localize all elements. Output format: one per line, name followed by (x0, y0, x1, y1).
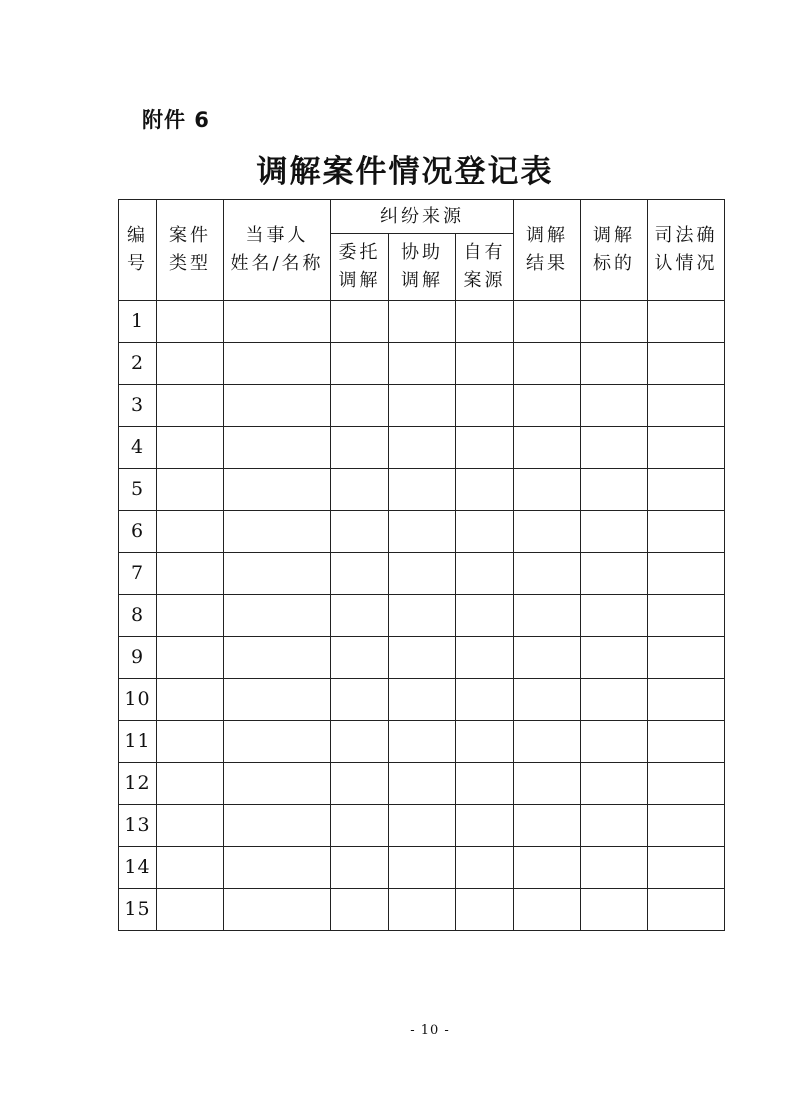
empty-cell (157, 553, 224, 595)
table-row (119, 763, 725, 805)
empty-cell (224, 469, 331, 511)
empty-cell (224, 637, 331, 679)
row-number: 14 (119, 847, 157, 889)
empty-cell (514, 301, 581, 343)
row-number: 1 (119, 301, 157, 343)
empty-cell (648, 763, 725, 805)
empty-cell (389, 679, 456, 721)
empty-cell (224, 595, 331, 637)
empty-cell (648, 427, 725, 469)
table-row (119, 469, 725, 511)
empty-cell (456, 385, 514, 427)
row-number: 8 (119, 595, 157, 637)
empty-cell (581, 595, 648, 637)
row-number: 5 (119, 469, 157, 511)
empty-cell (456, 469, 514, 511)
header-entrusted-mediation: 委托 调解 (331, 234, 389, 301)
empty-cell (224, 679, 331, 721)
table-row (119, 805, 725, 847)
empty-cell (581, 763, 648, 805)
empty-cell (648, 679, 725, 721)
empty-cell (456, 301, 514, 343)
empty-cell (514, 763, 581, 805)
empty-cell (581, 889, 648, 931)
row-number: 9 (119, 637, 157, 679)
empty-cell (389, 469, 456, 511)
row-number: 6 (119, 511, 157, 553)
empty-cell (389, 721, 456, 763)
row-number: 2 (119, 343, 157, 385)
empty-cell (157, 385, 224, 427)
header-mediation-subject: 调解 标的 (581, 200, 648, 301)
header-party-name: 当事人 姓名/名称 (224, 200, 331, 301)
empty-cell (456, 595, 514, 637)
empty-cell (514, 469, 581, 511)
row-number: 4 (119, 427, 157, 469)
table-row (119, 301, 725, 343)
empty-cell (648, 553, 725, 595)
empty-cell (581, 721, 648, 763)
empty-cell (157, 343, 224, 385)
table-body (119, 301, 725, 931)
empty-cell (456, 721, 514, 763)
empty-cell (581, 679, 648, 721)
header-mediation-result: 调解 结果 (514, 200, 581, 301)
header-judicial-confirmation: 司法确 认情况 (648, 200, 725, 301)
row-number: 11 (119, 721, 157, 763)
empty-cell (224, 889, 331, 931)
empty-cell (456, 637, 514, 679)
empty-cell (514, 637, 581, 679)
empty-cell (331, 679, 389, 721)
empty-cell (648, 805, 725, 847)
empty-cell (224, 847, 331, 889)
empty-cell (389, 511, 456, 553)
empty-cell (331, 511, 389, 553)
empty-cell (157, 721, 224, 763)
empty-cell (157, 637, 224, 679)
empty-cell (648, 469, 725, 511)
empty-cell (514, 805, 581, 847)
empty-cell (456, 343, 514, 385)
empty-cell (648, 595, 725, 637)
empty-cell (581, 427, 648, 469)
empty-cell (224, 427, 331, 469)
empty-cell (331, 427, 389, 469)
table-row (119, 385, 725, 427)
empty-cell (648, 343, 725, 385)
empty-cell (514, 427, 581, 469)
empty-cell (224, 805, 331, 847)
empty-cell (581, 805, 648, 847)
empty-cell (331, 301, 389, 343)
empty-cell (581, 301, 648, 343)
row-number: 10 (119, 679, 157, 721)
table-row (119, 595, 725, 637)
empty-cell (581, 847, 648, 889)
empty-cell (514, 721, 581, 763)
empty-cell (514, 553, 581, 595)
empty-cell (224, 763, 331, 805)
empty-cell (331, 847, 389, 889)
header-case-type: 案件 类型 (157, 200, 224, 301)
row-number: 13 (119, 805, 157, 847)
empty-cell (456, 427, 514, 469)
empty-cell (389, 553, 456, 595)
empty-cell (581, 469, 648, 511)
attachment-label: 附件 6 (142, 108, 210, 132)
empty-cell (648, 511, 725, 553)
empty-cell (389, 427, 456, 469)
row-number: 7 (119, 553, 157, 595)
empty-cell (389, 301, 456, 343)
empty-cell (331, 595, 389, 637)
row-number: 15 (119, 889, 157, 931)
empty-cell (331, 805, 389, 847)
empty-cell (456, 805, 514, 847)
empty-cell (581, 385, 648, 427)
empty-cell (157, 301, 224, 343)
empty-cell (224, 385, 331, 427)
row-number: 12 (119, 763, 157, 805)
empty-cell (514, 679, 581, 721)
empty-cell (157, 511, 224, 553)
empty-cell (514, 343, 581, 385)
empty-cell (514, 847, 581, 889)
empty-cell (514, 889, 581, 931)
header-own-source: 自有 案源 (456, 234, 514, 301)
empty-cell (157, 847, 224, 889)
empty-cell (648, 847, 725, 889)
empty-cell (581, 637, 648, 679)
empty-cell (157, 889, 224, 931)
empty-cell (648, 637, 725, 679)
empty-cell (581, 553, 648, 595)
table-row (119, 889, 725, 931)
empty-cell (648, 721, 725, 763)
table-row (119, 427, 725, 469)
empty-cell (224, 511, 331, 553)
table-row (119, 847, 725, 889)
table-header-row (119, 200, 725, 234)
page-title: 调解案件情况登记表 (256, 154, 554, 190)
empty-cell (648, 385, 725, 427)
empty-cell (581, 343, 648, 385)
row-number: 3 (119, 385, 157, 427)
header-dispute-source: 纠纷来源 (331, 200, 514, 234)
empty-cell (157, 805, 224, 847)
table-row (119, 679, 725, 721)
empty-cell (157, 427, 224, 469)
empty-cell (389, 805, 456, 847)
empty-cell (456, 553, 514, 595)
empty-cell (456, 847, 514, 889)
empty-cell (331, 721, 389, 763)
empty-cell (389, 595, 456, 637)
empty-cell (224, 343, 331, 385)
empty-cell (224, 721, 331, 763)
case-register-table (118, 199, 725, 931)
header-assisted-mediation: 协助 调解 (389, 234, 456, 301)
empty-cell (456, 511, 514, 553)
empty-cell (514, 511, 581, 553)
empty-cell (331, 343, 389, 385)
table-row (119, 637, 725, 679)
empty-cell (331, 889, 389, 931)
empty-cell (389, 343, 456, 385)
empty-cell (648, 889, 725, 931)
table-row (119, 343, 725, 385)
empty-cell (157, 595, 224, 637)
empty-cell (331, 637, 389, 679)
empty-cell (157, 763, 224, 805)
table-row (119, 553, 725, 595)
empty-cell (514, 385, 581, 427)
empty-cell (389, 763, 456, 805)
empty-cell (389, 637, 456, 679)
header-number: 编 号 (119, 200, 157, 301)
table-row (119, 511, 725, 553)
empty-cell (157, 679, 224, 721)
page-number: - 10 - (410, 1023, 450, 1038)
empty-cell (389, 889, 456, 931)
empty-cell (581, 511, 648, 553)
empty-cell (648, 301, 725, 343)
empty-cell (331, 763, 389, 805)
empty-cell (331, 469, 389, 511)
empty-cell (224, 301, 331, 343)
empty-cell (389, 385, 456, 427)
empty-cell (456, 679, 514, 721)
empty-cell (331, 553, 389, 595)
empty-cell (224, 553, 331, 595)
empty-cell (157, 469, 224, 511)
empty-cell (331, 385, 389, 427)
empty-cell (456, 763, 514, 805)
table-row (119, 721, 725, 763)
empty-cell (456, 889, 514, 931)
empty-cell (514, 595, 581, 637)
empty-cell (389, 847, 456, 889)
